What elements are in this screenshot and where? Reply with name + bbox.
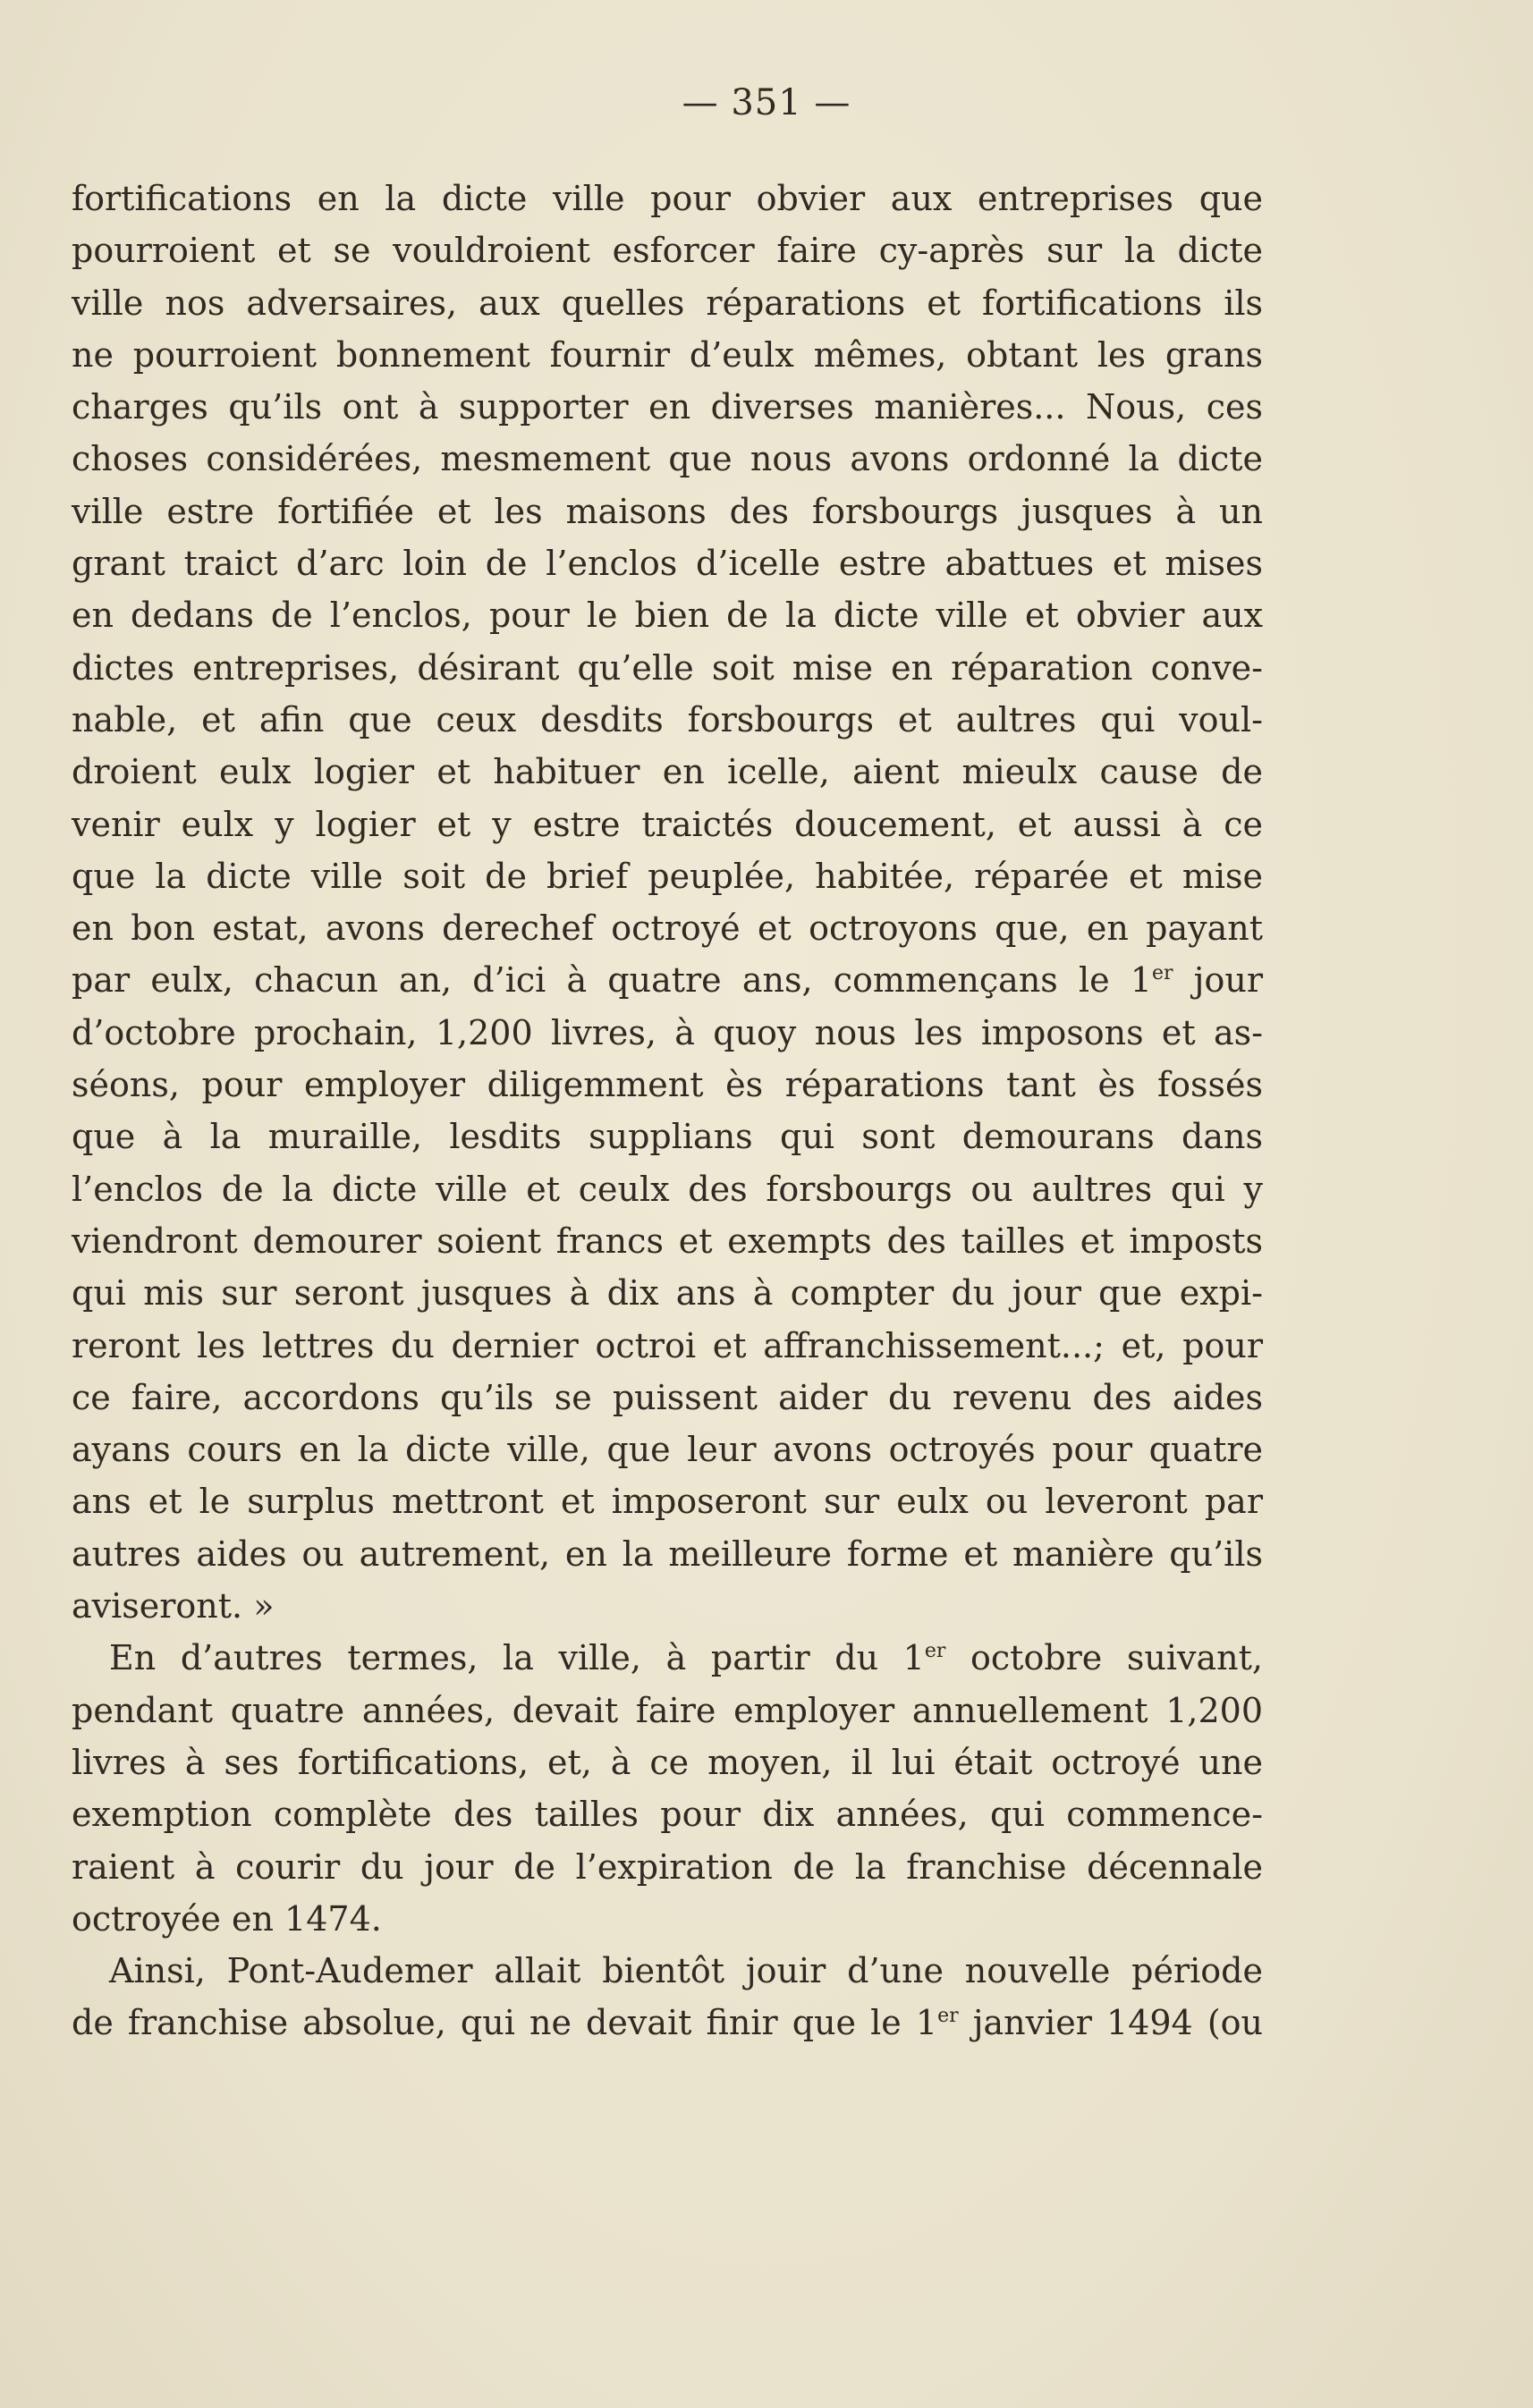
text-segment: jour [1173, 960, 1263, 1001]
text-segment: de franchise absolue, qui ne devait finir que le 1 [72, 2003, 938, 2043]
superscript: er [924, 1640, 946, 1663]
text-line: grant traict d’arc loin de l’enclos d’icelle estre abattues et mises [72, 544, 1263, 584]
text-line: reront les lettres du dernier octroi et affranchissement...; et, pour [72, 1325, 1263, 1365]
text-line: autres aides ou autrement, en la meilleure forme et manière qu’ils [72, 1534, 1263, 1574]
page-number: — 351 — [682, 82, 851, 123]
text-line: pourroient et se vouldroient esforcer faire cy-après sur la dicte [72, 231, 1263, 271]
text-line: exemption complète des tailles pour dix années, qui commence- [72, 1795, 1263, 1835]
superscript: er [1151, 962, 1173, 985]
text-line: Ainsi, Pont-Audemer allait bientôt jouir d’une nouvelle période [109, 1951, 1263, 1991]
text-line: charges qu’ils ont à supporter en diverses manières... Nous, ces [72, 387, 1263, 427]
text-line: ce faire, accordons qu’ils se puissent aider du revenu des aides [72, 1377, 1263, 1417]
text-line [72, 1997, 1263, 2049]
text-line: aviseront. » [72, 1586, 275, 1626]
text-line: fortifications en la dicte ville pour obvier aux entreprises que [72, 179, 1263, 218]
text-line: octroyée en 1474. [72, 1898, 382, 1939]
text-line: ville estre fortifiée et les maisons des forsbourgs jusques à un [72, 491, 1263, 531]
text-line: l’enclos de la dicte ville et ceulx des forsbourgs ou aultres qui y [72, 1169, 1263, 1209]
text-line: ayans cours en la dicte ville, que leur avons octroyés pour quatre [72, 1430, 1263, 1470]
text-line: viendront demourer soient francs et exempts des tailles et imposts [72, 1221, 1263, 1261]
text-line: séons, pour employer diligemment ès réparations tant ès fossés [72, 1065, 1263, 1105]
text-line: ville nos adversaires, aux quelles réparations et fortifications ils [72, 283, 1263, 323]
text-segment: janvier 1494 (ou [958, 2003, 1264, 2043]
text-line: pendant quatre années, devait faire employer annuellement 1,200 [72, 1690, 1263, 1730]
text-line [72, 954, 1263, 1006]
body-text [72, 173, 1263, 2049]
text-line: ans et le surplus mettront et imposeront sur eulx ou leveront par [72, 1482, 1263, 1522]
text-line: que à la muraille, lesdits supplians qui sont demourans dans [72, 1117, 1263, 1157]
text-line: raient à courir du jour de l’expiration de la franchise décennale [72, 1846, 1263, 1887]
text-line: venir eulx y logier et y estre traictés doucement, et aussi à ce [72, 804, 1263, 844]
text-line: que la dicte ville soit de brief peuplée, habitée, réparée et mise [72, 856, 1263, 896]
text-segment: En d’autres termes, la ville, à partir du 1 [109, 1638, 925, 1678]
text-line: en bon estat, avons derechef octroyé et octroyons que, en payant [72, 908, 1263, 949]
superscript: er [937, 2005, 959, 2028]
text-segment: par eulx, chacun an, d’ici à quatre ans, commençans le 1 [72, 960, 1152, 1001]
text-line: d’octobre prochain, 1,200 livres, à quoy nous les imposons et as- [72, 1012, 1263, 1052]
text-line: qui mis sur seront jusques à dix ans à compter du jour que expi- [72, 1273, 1263, 1314]
text-line: ne pourroient bonnement fournir d’eulx mêmes, obtant les grans [72, 334, 1263, 375]
text-line: en dedans de l’enclos, pour le bien de la dicte ville et obvier aux [72, 596, 1263, 636]
text-line: choses considérées, mesmement que nous avons ordonné la dicte [72, 439, 1263, 479]
text-line: dictes entreprises, désirant qu’elle soit mise en réparation conve- [72, 647, 1263, 688]
text-line: nable, et afin que ceux desdits forsbourgs et aultres qui voul- [72, 699, 1263, 739]
text-segment: octobre suivant, [945, 1638, 1263, 1678]
text-line: droient eulx logier et habituer en icelle, aient mieulx cause de [72, 752, 1263, 792]
text-line: livres à ses fortifications, et, à ce moyen, il lui était octroyé une [72, 1742, 1263, 1782]
text-line [72, 1632, 1263, 1684]
